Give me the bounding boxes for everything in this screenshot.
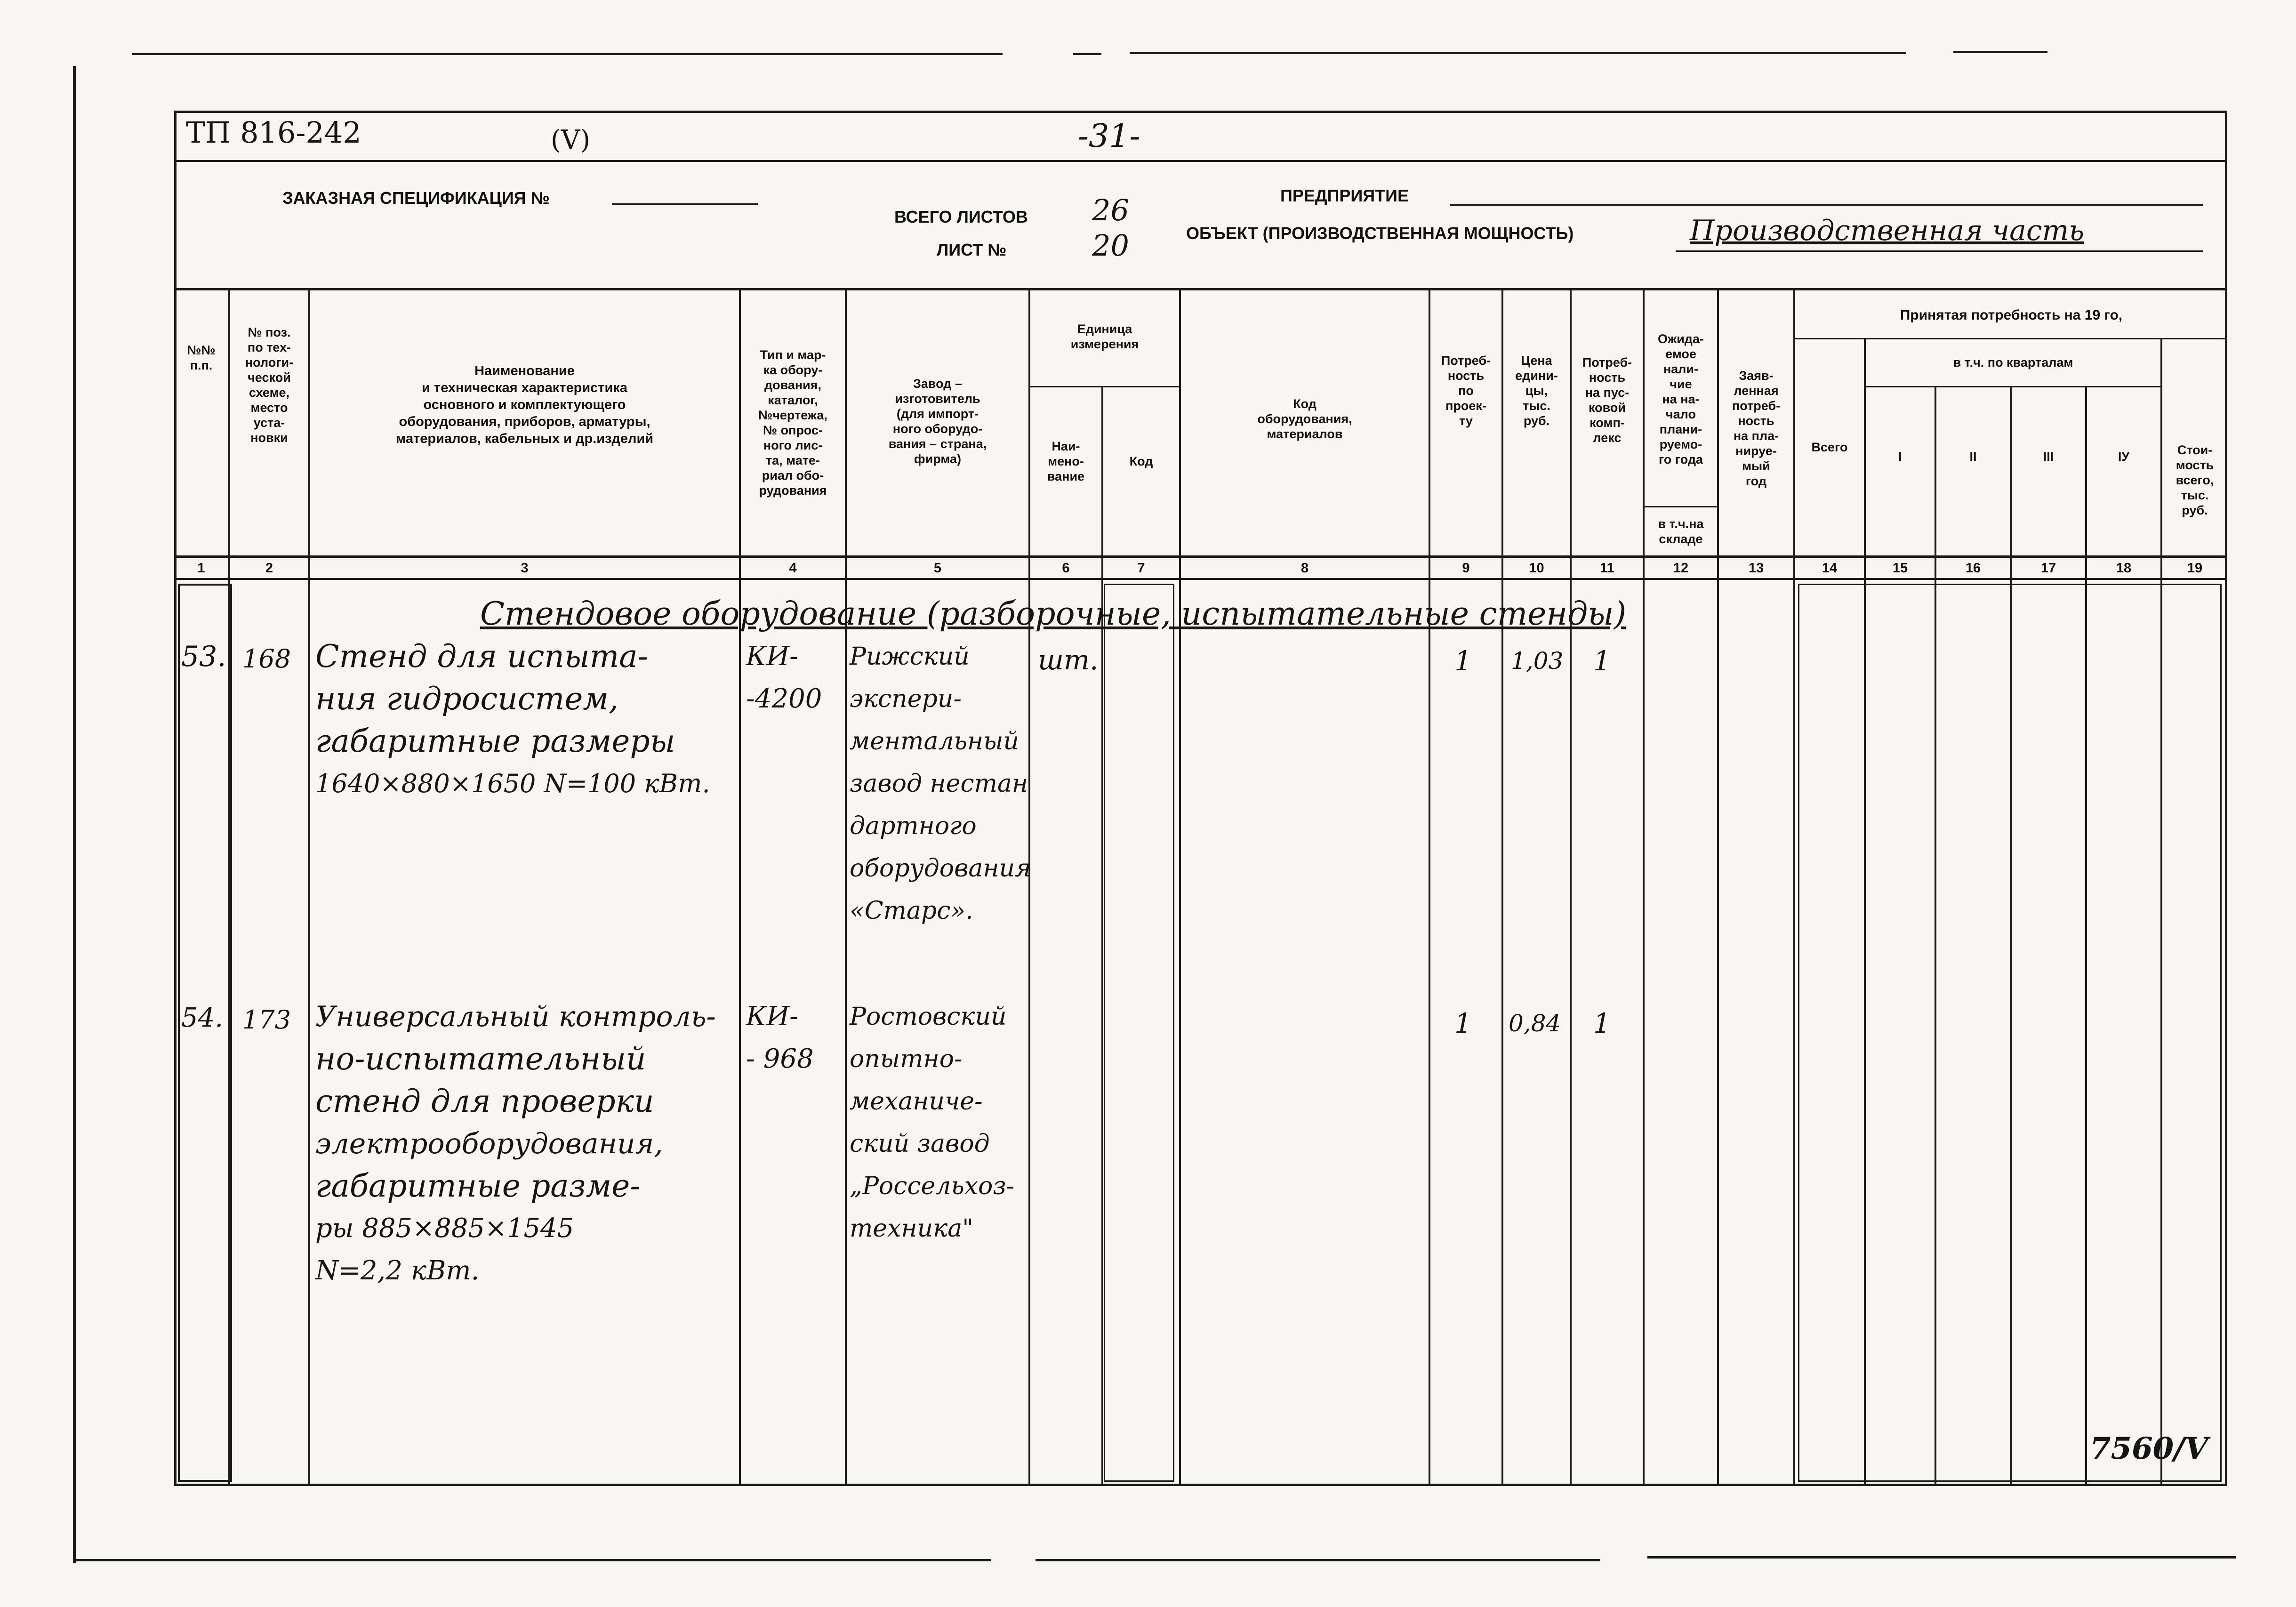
object-value: Производственная часть: [1690, 214, 2085, 247]
name-line: габаритные разме-: [315, 1168, 641, 1204]
scan-edge-top: [1130, 52, 1906, 54]
footer-code: 7560/V: [2090, 1431, 2208, 1466]
col-number: 12: [1673, 560, 1689, 576]
c12-sub-line: [1643, 506, 1717, 507]
col-number: 19: [2187, 560, 2203, 576]
col-header-16: II: [1969, 450, 1977, 464]
name-line: ния гидросистем,: [315, 681, 619, 717]
col-number: 11: [1600, 560, 1614, 576]
name-line: N=2,2 кВт.: [315, 1255, 480, 1286]
col-header-12a: Ожида- емое нали- чие на на- чало плани- руемо- го года: [1658, 331, 1704, 466]
row-54-type: [746, 996, 814, 1080]
col-header-12b: в т.ч.на складе: [1658, 517, 1704, 546]
enterprise-label: ПРЕДПРИЯТИЕ: [1280, 186, 1409, 205]
col-header-accepted: Принятая потребность на 19 го,: [1900, 307, 2123, 323]
scan-edge-left: [73, 66, 76, 1563]
col-sep: [1101, 386, 1103, 1486]
section-title: Стендовое оборудование (разборочные, испытательные стенды): [480, 595, 1627, 633]
col-header-quarters: в т.ч. по кварталам: [1953, 355, 2073, 370]
maker-line: Ростовский: [850, 1003, 1007, 1031]
row-54-maker: [850, 996, 1014, 1250]
scan-edge-top: [1953, 51, 2047, 53]
col-header-14: Всего: [1811, 440, 1848, 454]
sheet-label: ЛИСТ №: [937, 240, 1007, 259]
col-header-3: Наименование и техническая характеристика основного и комплектующего оборудования, приборов, арматуры, материалов, кабельных и др.изделий: [395, 363, 654, 446]
col-header-4: Тип и мар- ка обору- дования, каталог, №чертежа, № опрос- ного лис- та, мате- риал обо- рудования: [758, 348, 827, 498]
maker-line: завод нестан: [850, 770, 1028, 798]
col-sep: [1179, 288, 1181, 1486]
name-line: стенд для проверки: [315, 1083, 654, 1119]
col-number: 3: [521, 560, 529, 576]
name-line: ры 885×885×1545: [315, 1213, 574, 1244]
col-number: 6: [1062, 560, 1070, 576]
maker-line: ментальный: [850, 727, 1019, 755]
col-header-17: III: [2043, 450, 2054, 464]
col-number: 14: [1822, 560, 1838, 576]
col-number: 4: [789, 560, 797, 576]
col-header-7: Код: [1129, 454, 1153, 468]
type-line: КИ-: [746, 1001, 799, 1032]
col-header-9: Потреб- ность по проек- ту: [1441, 354, 1491, 428]
maker-line: „Россельхоз-: [850, 1172, 1015, 1200]
enterprise-line: [1450, 204, 2203, 206]
name-line: габаритные размеры: [315, 723, 675, 759]
col-number: 8: [1301, 560, 1309, 576]
row-53-type: [746, 635, 822, 720]
col-header-1: №№ п.п.: [187, 343, 216, 372]
col-header-2: № поз. по тех- нологи- ческой схеме, место уста- новки: [245, 325, 294, 445]
row-53-num: 53.: [181, 640, 226, 673]
row-53-name: [315, 635, 710, 805]
total-sheets-label: ВСЕГО ЛИСТОВ: [894, 207, 1028, 226]
col-header-8: Код оборудования, материалов: [1257, 397, 1352, 441]
row-54-name: [315, 996, 716, 1292]
col-number: 9: [1462, 560, 1470, 576]
type-line: -4200: [746, 683, 822, 714]
col-header-19: Стои- мость всего, тыс. руб.: [2176, 443, 2214, 517]
col-header-5: Завод – изготовитель (для импорт- ного оборудо- вания – страна, фирма): [888, 377, 987, 466]
row-54-launch: 1: [1593, 1007, 1611, 1039]
row-53-need: 1: [1454, 645, 1472, 677]
data-area-inner-frame: [1798, 584, 2222, 1482]
col-header-11: Потреб- ность на пус- ковой комп- лекс: [1582, 355, 1632, 445]
col-number: 2: [265, 560, 273, 576]
name-line: но-испытательный: [315, 1041, 646, 1077]
maker-line: экспери-: [850, 685, 962, 713]
row-54-need: 1: [1454, 1007, 1472, 1039]
maker-line: техника": [850, 1214, 974, 1243]
col-number: 5: [933, 560, 942, 576]
maker-line: ский завод: [850, 1130, 990, 1158]
unit-sub-line: [1028, 386, 1179, 387]
name-line: 1640×880×1650 N=100 кВт.: [315, 769, 710, 798]
col-header-6: Наи- мено- вание: [1047, 439, 1085, 483]
maker-line: Рижский: [850, 643, 970, 671]
maker-line: механиче-: [850, 1087, 983, 1116]
col-number: 10: [1529, 560, 1544, 576]
total-sheets-value: 26: [1092, 193, 1129, 227]
col-sep: [1501, 288, 1503, 1486]
name-line: Стенд для испыта-: [315, 638, 648, 675]
header-bottom-line: [174, 555, 2227, 558]
row-53-price: 1,03: [1511, 647, 1564, 675]
col-header-unit: Единица измерения: [1070, 322, 1139, 351]
maker-line: дартного: [850, 812, 977, 840]
col-header-13: Заяв- ленная потреб- ность на пла- нируе- мый год: [1732, 369, 1781, 488]
row-54-price: 0,84: [1509, 1010, 1561, 1037]
object-label: ОБЪЕКТ (ПРОИЗВОДСТВЕННАЯ МОЩНОСТЬ): [1186, 224, 1574, 243]
name-line: Универсальный контроль-: [315, 1000, 716, 1033]
maker-line: «Старс».: [850, 897, 973, 925]
maker-line: оборудования: [850, 854, 1031, 883]
sheet-value: 20: [1092, 228, 1129, 263]
scan-edge-top: [132, 53, 1003, 55]
col-number: 17: [2040, 560, 2056, 576]
page-number: -31-: [1078, 118, 1140, 155]
row-53-launch: 1: [1593, 645, 1611, 677]
row-53-pos: 168: [242, 644, 291, 674]
spec-label: ЗАКАЗНАЯ СПЕЦИФИКАЦИЯ №: [282, 188, 550, 208]
maker-line: опытно-: [850, 1045, 963, 1073]
object-line: [1676, 250, 2203, 252]
row-54-num: 54.: [181, 1003, 224, 1033]
col-number: 1: [197, 560, 205, 576]
col-header-10: Цена едини- цы, тыс. руб.: [1515, 354, 1558, 428]
col-number: 7: [1137, 560, 1145, 576]
col-sep: [1429, 288, 1430, 1486]
col-number: 13: [1748, 560, 1764, 576]
col-number: 15: [1892, 560, 1908, 576]
col-number: 16: [1965, 560, 1981, 576]
row-54-pos: 173: [242, 1005, 291, 1035]
data-area-inner-frame: [1104, 584, 1174, 1482]
issue-mark: (V): [551, 125, 591, 155]
type-line: - 968: [746, 1044, 814, 1074]
scan-edge-bottom: [73, 1559, 991, 1561]
name-line: электрооборудования,: [315, 1127, 663, 1160]
doc-code: ТП 816-242: [186, 115, 361, 150]
quarters-sub-line: [1864, 386, 2160, 387]
numbers-bottom-line: [174, 578, 2227, 580]
scan-edge-bottom: [1647, 1556, 2236, 1559]
title-row-separator: [174, 160, 2227, 162]
row-53-unit: шт.: [1038, 644, 1099, 676]
meta-separator: [174, 288, 2227, 290]
spec-number-line: [612, 203, 758, 205]
col-header-15: I: [1898, 450, 1902, 464]
type-line: КИ-: [746, 641, 799, 672]
col-header-18: IУ: [2118, 450, 2130, 464]
scan-edge-bottom: [1036, 1559, 1600, 1561]
row-53-maker: [850, 635, 1031, 932]
scan-edge-top: [1073, 53, 1101, 55]
col-number: 18: [2116, 560, 2132, 576]
